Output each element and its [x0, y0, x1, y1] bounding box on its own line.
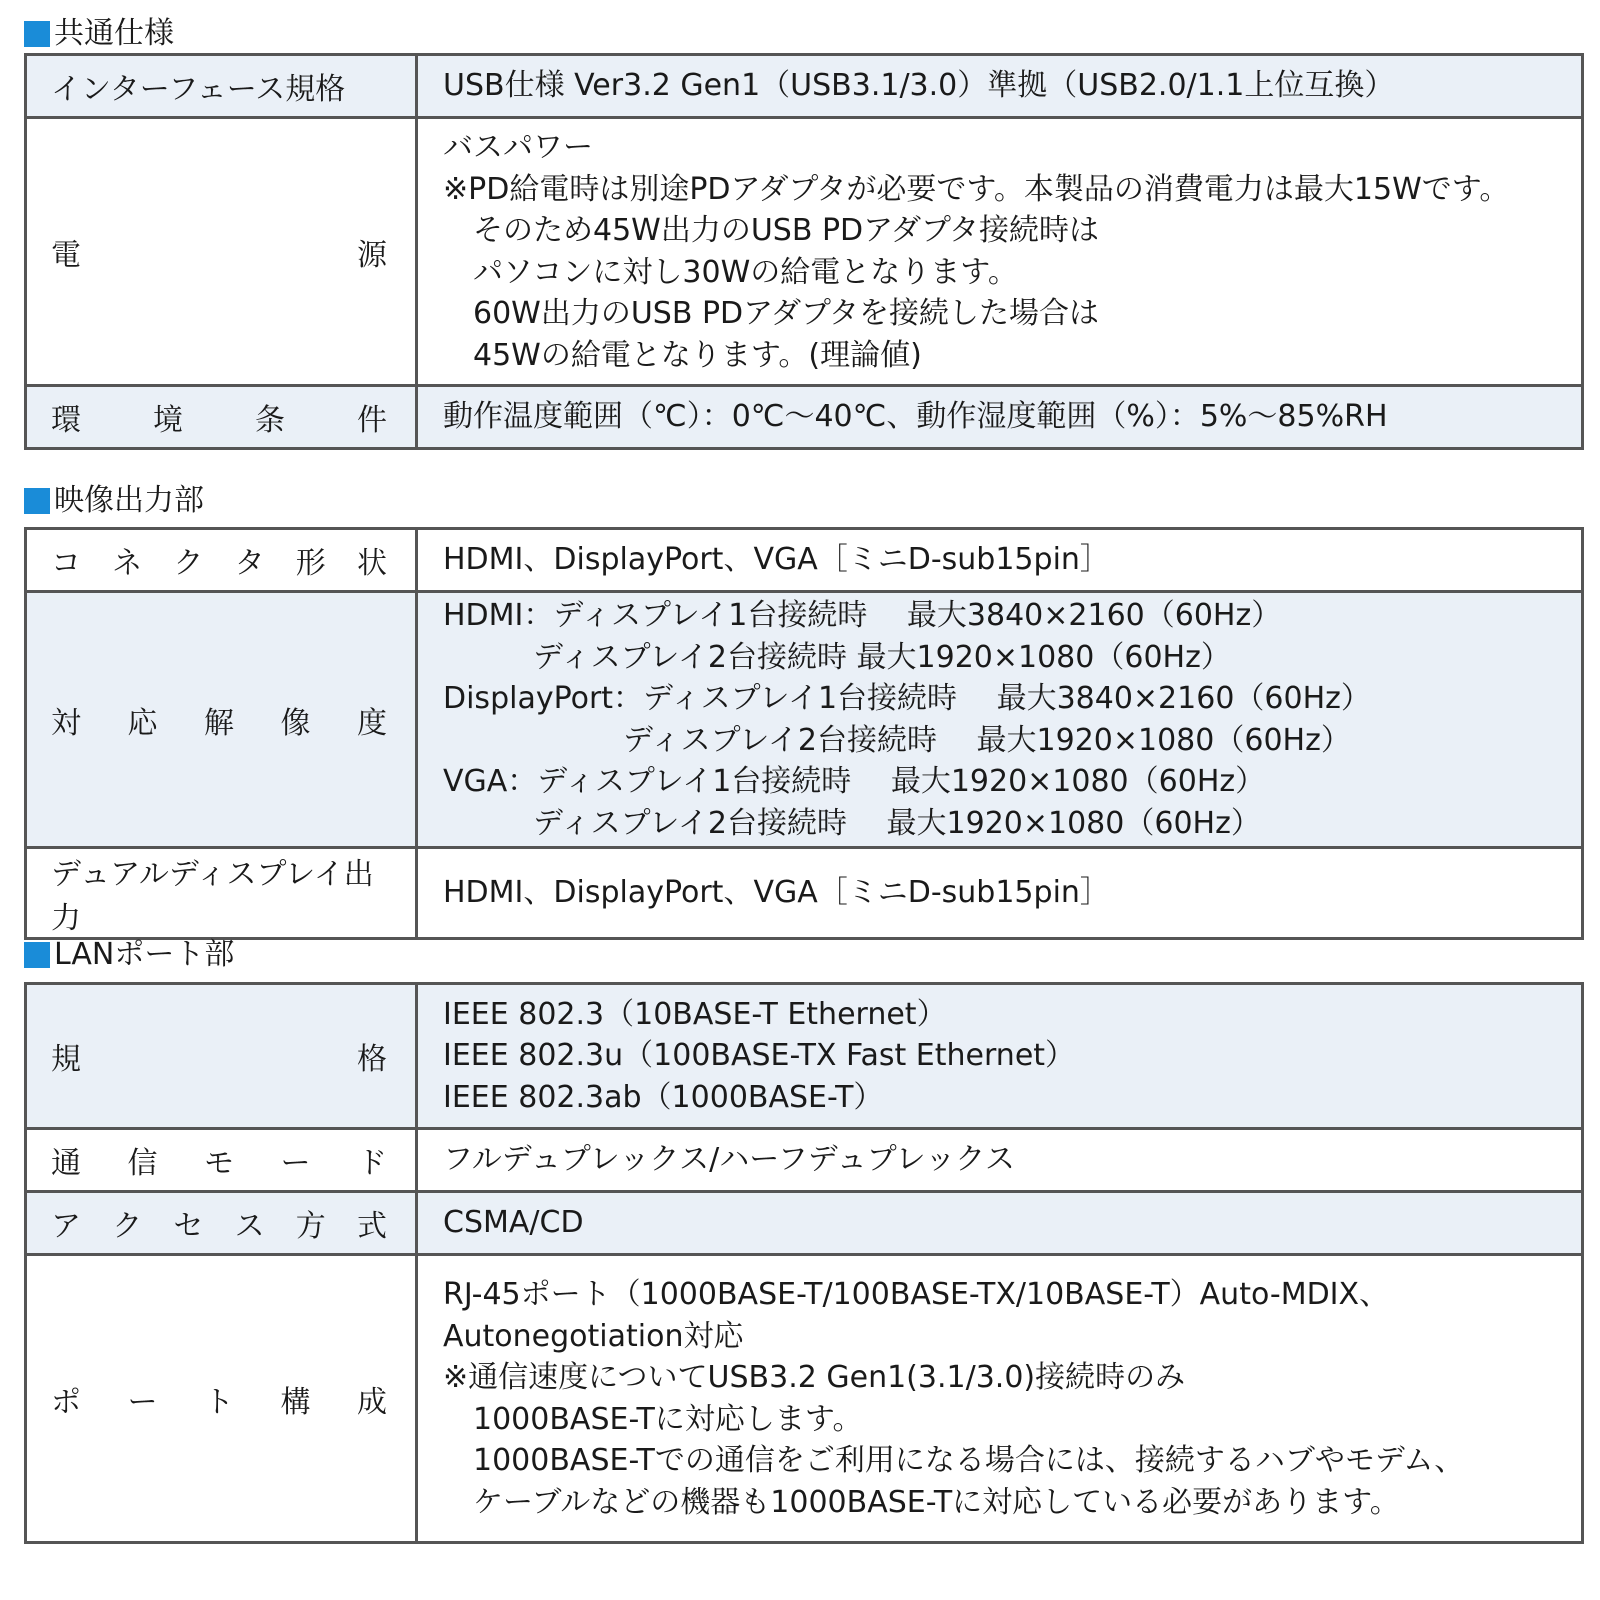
label-char: 式: [356, 1209, 387, 1244]
label-char: ポ: [51, 1384, 81, 1420]
label-char: 件: [357, 403, 387, 438]
row-value: IEEE 802.3（10BASE-T Ethernet） IEEE 802.3u（100BASE-TX Fast Ethernet） IEEE 802.3ab（1000BASE-T）: [417, 984, 1583, 1129]
row-value: バスパワー ※PD給電時は別途PDアダプタが必要です。本製品の消費電力は最大15Wです。 そのため45W出力のUSB PDアダプタ接続時は パソコンに対し30Wの給電となります。 60W出力のUSB PDアダプタを接続した場合は 45Wの給電となります。(理論値): [417, 118, 1583, 386]
table-row: [26, 386, 1583, 449]
label-char: ク: [173, 546, 204, 581]
row-value: フルデュプレックス/ハーフデュプレックス: [417, 1129, 1583, 1192]
section-marker-icon: [24, 21, 50, 47]
section-title-lan: [24, 938, 234, 972]
label-char: ト: [204, 1384, 234, 1420]
table-row: [26, 55, 1583, 118]
label-char: 構: [280, 1384, 311, 1420]
label-char: モ: [204, 1146, 234, 1181]
table-row: [26, 1129, 1583, 1192]
spec-table-common: [24, 53, 1584, 450]
table-row: [26, 1192, 1583, 1255]
label-char: 成: [357, 1384, 387, 1420]
label-char: 規: [51, 1042, 81, 1077]
label-char: 境: [153, 403, 183, 438]
label-char: 方: [295, 1209, 326, 1244]
label-char: 像: [280, 705, 311, 741]
label-char: 環: [51, 403, 81, 438]
label-char: コ: [51, 546, 81, 581]
table-row: [26, 848, 1583, 939]
label-char: ア: [51, 1209, 81, 1244]
row-value: HDMI：ディスプレイ1台接続時 最大3840×2160（60Hz） ディスプレイ2台接続時 最大1920×1080（60Hz） DisplayPort：ディスプレイ1台接続時 最大3840×2160（60Hz） ディスプレイ2台接続時 最大1920×1080（60Hz） VGA：ディスプレイ1台接続時 最大1920×1080（60Hz） ディスプレイ2台接続時 最大1920×1080（60Hz）: [417, 592, 1583, 848]
section-title-text: LANポート部: [54, 937, 235, 972]
row-label: デュアルディスプレイ出力: [51, 857, 374, 936]
label-char: 応: [127, 705, 158, 741]
label-char: ー: [280, 1146, 311, 1181]
label-char: タ: [234, 546, 265, 581]
label-char: ー: [127, 1384, 158, 1420]
section-marker-icon: [24, 488, 50, 514]
label-char: ス: [234, 1209, 265, 1244]
label-char: 解: [204, 705, 234, 741]
row-label: [27, 1034, 415, 1078]
spec-table-lan: [24, 982, 1584, 1544]
section-title-text: 共通仕様: [54, 16, 174, 51]
label-char: 源: [357, 237, 387, 273]
row-label: [27, 230, 415, 274]
section-title-text: 映像出力部: [54, 483, 204, 518]
row-label: [27, 538, 415, 582]
label-char: セ: [173, 1209, 204, 1244]
label-char: 通: [51, 1146, 81, 1181]
row-label: [27, 1138, 415, 1182]
row-label: インターフェース規格: [51, 72, 346, 107]
row-value: HDMI、DisplayPort、VGA［ミニD-sub15pin］: [417, 848, 1583, 939]
table-row: [26, 984, 1583, 1129]
label-char: 格: [357, 1042, 387, 1077]
spec-table-video: [24, 527, 1584, 940]
row-value: RJ-45ポート（1000BASE-T/100BASE-TX/10BASE-T）Auto-MDIX、 Autonegotiation対応 ※通信速度についてUSB3.2 Gen1(3.1/3.0)接続時のみ 1000BASE-Tに対応します。 1000BASE-Tでの通信をご利用になる場合には、接続するハブやモデム、 ケーブルなどの機器も1000BASE-Tに対応している必要があります。: [417, 1255, 1583, 1543]
row-label: [27, 395, 415, 439]
label-char: 条: [255, 403, 285, 438]
table-row: [26, 529, 1583, 592]
table-row: [26, 592, 1583, 848]
section-title-common: [24, 17, 174, 51]
section-title-video: [24, 484, 204, 518]
row-value: CSMA/CD: [417, 1192, 1583, 1255]
row-label: [27, 1201, 415, 1245]
section-marker-icon: [24, 942, 50, 968]
label-char: 信: [127, 1146, 158, 1181]
row-label: [27, 698, 415, 742]
row-value: USB仕様 Ver3.2 Gen1（USB3.1/3.0）準拠（USB2.0/1.1上位互換）: [417, 55, 1583, 118]
row-value: HDMI、DisplayPort、VGA［ミニD-sub15pin］: [417, 529, 1583, 592]
label-char: 対: [51, 705, 81, 741]
label-char: 度: [357, 705, 387, 741]
row-value: 動作温度範囲（℃）：0℃～40℃、動作湿度範囲（%）：5%～85%RH: [417, 386, 1583, 449]
label-char: ク: [112, 1209, 143, 1244]
label-char: 形: [295, 546, 326, 581]
label-char: 電: [51, 237, 81, 273]
table-row: [26, 1255, 1583, 1543]
label-char: ネ: [112, 546, 143, 581]
row-label: [27, 1377, 415, 1421]
label-char: 状: [356, 546, 387, 581]
label-char: ド: [357, 1146, 387, 1181]
table-row: [26, 118, 1583, 386]
